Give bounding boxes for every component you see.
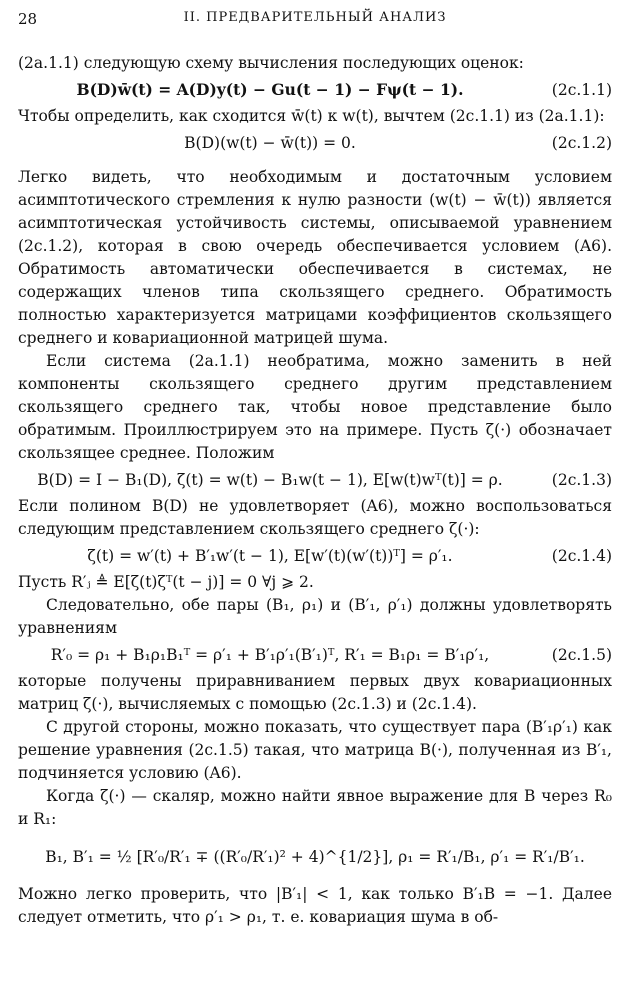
line-subtract: Чтобы определить, как сходится w̄(t) к w(t), вычтем (2c.1.1) из (2a.1.1): <box>18 107 605 125</box>
equation-formula: B₁, B′₁ = ½ [R′₀/R′₁ ∓ ((R′₀/R′₁)² + 4)^{1/2}], ρ₁ = R′₁/B₁, ρ′₁ = R′₁/B′₁. <box>45 848 585 866</box>
paragraph-obtained: которые получены приравниванием первых двух ковариационных матриц ζ(·), вычисляемых с помощью (2c.1.3) и (2c.1.4). <box>18 672 612 713</box>
equation-formula: B(D) = I − B₁(D), ζ(t) = w(t) − B₁w(t − 1), E[w(t)wᵀ(t)] = ρ. <box>37 471 503 489</box>
paragraph-check: Можно легко проверить, что |B′₁| < 1, как только B′₁B = −1. Далее следует отметить, что ρ′₁ > ρ₁, т. е. ковариация шума в об- <box>18 885 612 926</box>
equation-2c-1-5 <box>18 640 612 670</box>
paragraph-polynomial: Если полином B(D) не удовлетворяет (A6), можно воспользоваться следующим представлением скользящего среднего ζ(·): <box>18 497 612 538</box>
page-header <box>18 10 612 32</box>
equation-number: (2c.1.3) <box>551 471 612 489</box>
paragraph-scalar: Когда ζ(·) — скаляр, можно найти явное выражение для B через R₀ и R₁: <box>18 787 612 828</box>
paragraph-invertibility: Если система (2a.1.1) необратима, можно заменить в ней компоненты скользящего среднего другим представлением скользящего среднего так, чтобы новое представление было обратимым. Проиллюстрируем это на примере. Пусть ζ(·) обозначает скользящее среднее. Положим <box>18 352 612 462</box>
equation-formula: B(D)w̄(t) = A(D)y(t) − Gu(t − 1) − Fψ(t − 1). <box>76 80 464 99</box>
equation-formula: R′₀ = ρ₁ + B₁ρ₁B₁ᵀ = ρ′₁ + B′₁ρ′₁(B′₁)ᵀ, R′₁ = B₁ρ₁ = B′₁ρ′₁, <box>50 646 490 664</box>
page-body <box>18 52 612 929</box>
equation-number: (2c.1.5) <box>551 646 612 664</box>
line-intro: (2a.1.1) следующую схему вычисления последующих оценок: <box>18 54 524 72</box>
equation-2c-1-2 <box>18 128 612 158</box>
equation-formula: ζ(t) = w′(t) + B′₁w′(t − 1), E[w′(t)(w′(t))ᵀ] = ρ′₁. <box>87 547 453 565</box>
line-covariance-def: Пусть R′ⱼ ≜ E[ζ(t)ζᵀ(t − j)] = 0 ∀j ⩾ 2. <box>18 573 314 591</box>
equation-number: (2c.1.2) <box>551 134 612 152</box>
running-title: II. ПРЕДВАРИТЕЛЬНЫЙ АНАЛИЗ <box>183 10 447 25</box>
page-number: 28 <box>18 10 38 28</box>
paragraph-other-side: С другой стороны, можно показать, что существует пара (B′₁ρ′₁) как решение уравнения (2c.1.5) такая, что матрица B(·), полученная из B′₁, подчиняется условию (A6). <box>18 718 612 782</box>
equation-number: (2c.1.1) <box>551 81 612 99</box>
equation-number: (2c.1.4) <box>551 547 612 565</box>
equation-2c-1-3 <box>18 465 612 495</box>
equation-explicit <box>18 831 612 883</box>
equation-2c-1-1 <box>18 75 612 105</box>
paragraph-stability: Легко видеть, что необходимым и достаточным условием асимптотического стремления к нулю разности (w(t) − w̄(t)) является асимптотическая устойчивость системы, описываемой уравнением (2c.1.2), которая в свою очередь обеспечивается условием (A6). Обратимость автоматически обеспечивается в системах, не содержащих членов типа скользящего среднего. Обратимость полностью характеризуется матрицами коэффициентов скользящего среднего и ковариационной матрицей шума. <box>18 168 612 347</box>
equation-formula: B(D)(w(t) − w̄(t)) = 0. <box>184 134 356 152</box>
paragraph-pairs: Следовательно, обе пары (B₁, ρ₁) и (B′₁, ρ′₁) должны удовлетворять уравнениям <box>18 596 612 637</box>
equation-2c-1-4 <box>18 541 612 571</box>
